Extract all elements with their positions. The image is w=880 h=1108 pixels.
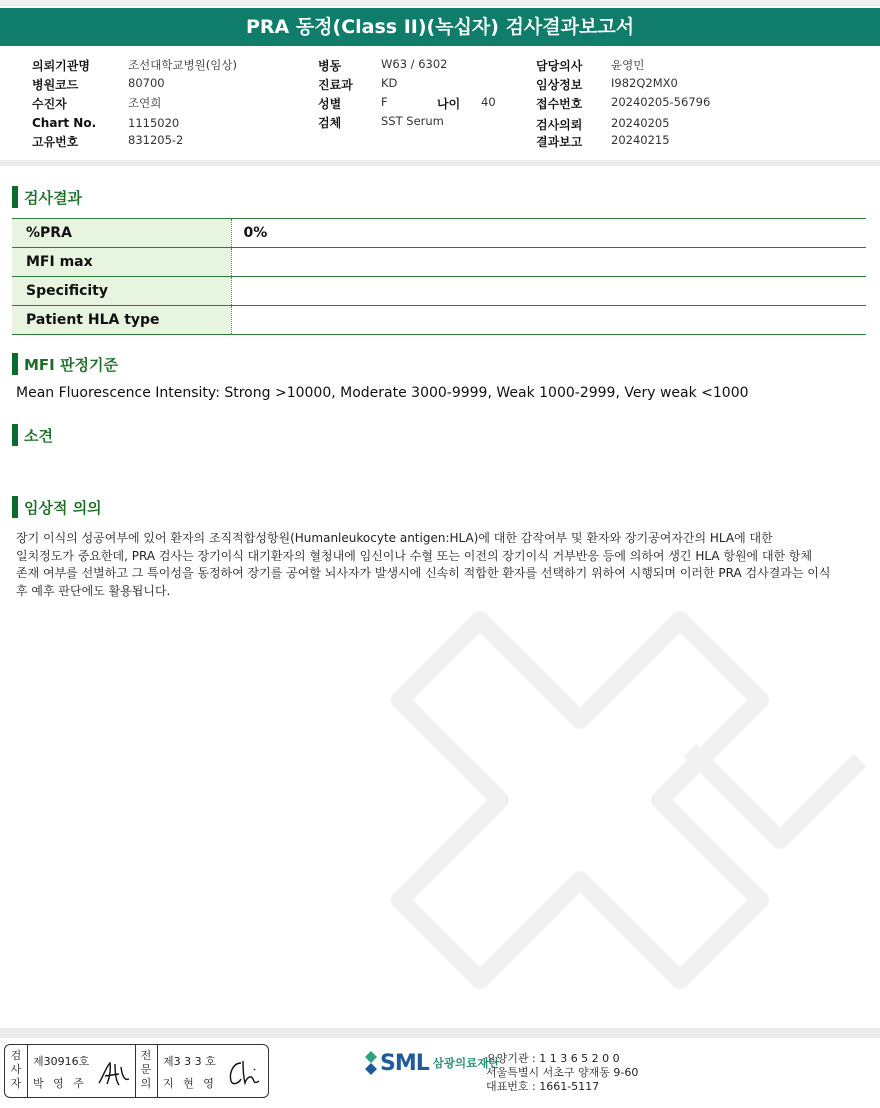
receipt-value: 20240205-56796 [611,95,711,109]
hospital-code-label: 병원코드 [32,78,79,92]
org-address-block [486,1052,638,1094]
section-mfi-title: MFI 판정기준 [24,355,118,374]
section-clinical-heading [12,496,102,518]
table-row [12,277,866,306]
institution-value: 조선대학교병원(임상) [128,58,237,72]
row-label: Specificity [12,277,231,306]
table-row [12,306,866,335]
specialist-signature-icon [225,1057,261,1089]
examiner-signature-icon [97,1059,131,1089]
info-divider [0,160,880,166]
sex-label: 성별 [318,97,342,111]
patient-value: 조연희 [128,96,162,110]
age-value: 40 [481,95,496,109]
table-row [12,248,866,277]
sml-logo [364,1050,499,1076]
footer-divider [0,1028,880,1038]
specialist-name: 지 현 영 [163,1077,217,1090]
clinical-line: 일치정도가 중요한데, PRA 검사는 장기이식 대기환자의 혈청내에 임신이나 수혈 또는 이전의 장기이식 거부반응 등에 의하여 생긴 HLA 항원에 대한 항체 [16,548,813,563]
unique-id-label: 고유번호 [32,135,79,149]
row-label: Patient HLA type [12,306,231,335]
examiner-license: 제30916호 [33,1055,90,1068]
top-band [0,0,880,6]
dept-value: KD [381,76,398,90]
section-opinion-heading [12,424,53,446]
specimen-value: SST Serum [381,114,444,128]
section-bar [12,496,18,518]
chart-value: 1115020 [128,116,180,130]
row-value [231,306,866,335]
specialist-label: 전문의 [140,1049,152,1090]
examiner-name: 박 영 주 [33,1077,87,1090]
org-phone: 대표번호 : 1661-5117 [486,1080,600,1093]
section-opinion-title: 소견 [24,426,53,445]
sig-divider [135,1045,136,1097]
section-clinical-title: 임상적 의의 [24,498,102,517]
section-results-heading [12,186,82,208]
row-label: MFI max [12,248,231,277]
results-table [12,218,866,335]
patient-info-block [0,54,880,158]
section-bar [12,186,18,208]
signature-box [4,1044,269,1098]
section-bar [12,353,18,375]
institution-label: 의뢰기관명 [32,59,90,73]
row-label: %PRA [12,219,231,248]
chart-label: Chart No. [32,116,97,130]
doctor-value: 윤영민 [611,58,645,72]
sig-divider [27,1045,28,1097]
table-row [12,219,866,248]
clinical-info-value: I982Q2MX0 [611,76,678,90]
logo-text: SML [380,1050,429,1076]
specimen-label: 검체 [318,116,342,130]
logo-mark-icon [364,1050,378,1076]
clinical-line: 존재 여부를 선별하고 그 특이성을 동정하여 장기를 공여할 뇌사자가 발생시에 신속히 적합한 환자를 선택하기 위하여 시행되며 이러한 PRA 검사결과는 이식 [16,566,831,580]
sig-divider [157,1045,158,1097]
report-title: PRA 동정(Class II)(녹십자) 검사결과보고서 [0,8,880,46]
dept-label: 진료과 [318,78,353,92]
patient-label: 수진자 [32,97,67,111]
specialist-license: 제3 3 3 호 [163,1055,216,1068]
request-date-label: 검사의뢰 [536,118,583,132]
doctor-label: 담당의사 [536,59,583,73]
care-institution-code: 요양기관 : 1 1 3 6 5 2 0 0 [486,1052,620,1065]
section-bar [12,424,18,446]
section-results-title: 검사결과 [24,188,82,207]
row-value [231,277,866,306]
sex-value: F [381,95,388,109]
section-mfi-heading [12,353,118,375]
request-date-value: 20240205 [611,116,670,130]
clinical-line: 후 예후 판단에도 활용됩니다. [16,583,171,598]
unique-id-value: 831205-2 [128,133,184,147]
clinical-line: 장기 이식의 성공여부에 있어 환자의 조직적합성항원(Humanleukocyte antigen:HLA)에 대한 감작여부 및 환자와 장기공여자간의 HLA에 대한 [16,531,773,545]
report-date-value: 20240215 [611,133,670,147]
watermark-cross-icon [360,580,880,1010]
age-label: 나이 [437,97,461,111]
row-value [231,248,866,277]
examiner-label: 검사자 [10,1049,22,1090]
ward-value: W63 / 6302 [381,57,448,71]
clinical-significance-text [16,530,866,600]
org-address: 서울특별시 서초구 양재동 9-60 [486,1066,639,1079]
hospital-code-value: 80700 [128,76,165,90]
mfi-criteria-text: Mean Fluorescence Intensity: Strong >10000, Moderate 3000-9999, Weak 1000-2999, Very weak <1000 [16,385,749,401]
report-date-label: 결과보고 [536,135,583,149]
row-value: 0% [231,219,866,248]
ward-label: 병동 [318,59,342,73]
receipt-label: 접수번호 [536,97,583,111]
org-name: 삼광의료재단 [432,1056,500,1070]
clinical-info-label: 임상정보 [536,78,583,92]
